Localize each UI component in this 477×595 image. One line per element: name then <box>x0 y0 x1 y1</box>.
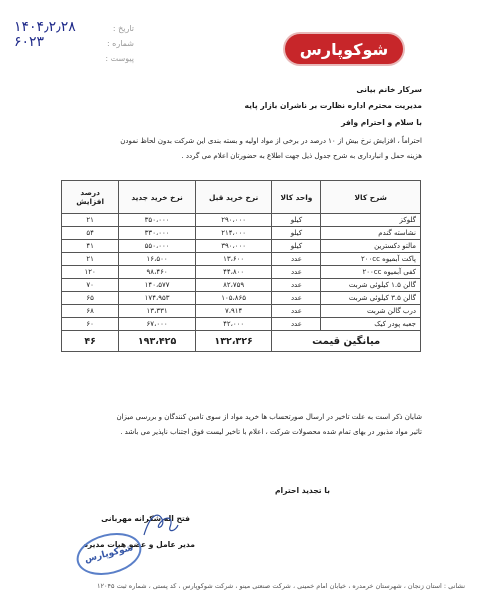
cell-unit: عدد <box>272 292 321 305</box>
cell-increase: ۵۴ <box>62 227 119 240</box>
header-increase: درصد افزایش <box>62 181 119 214</box>
price-table <box>61 180 421 352</box>
attachment-row <box>14 52 134 67</box>
cell-new-price: ۹۸،۴۶۰ <box>119 266 196 279</box>
cell-old-price: ۱۳،۶۰۰ <box>195 253 272 266</box>
note-line-2: تاثیر مواد مذبور در بهای تمام شده محصولات شرکت ، اعلام با تاخیر لیست فوق اجتناب ناپذیر می باشد . <box>120 428 422 436</box>
average-new-price: ۱۹۳،۴۲۵ <box>119 331 196 352</box>
date-value: ۱۴۰۴٫۲٫۲۸ <box>14 19 76 35</box>
cell-item: کفی آبمیوه ۲۰۰cc <box>321 266 421 279</box>
header-unit: واحد کالا <box>272 181 321 214</box>
company-stamp <box>72 527 146 582</box>
average-row <box>62 331 421 352</box>
cell-item: گالن ۱.۵ کیلوئی شربت <box>321 279 421 292</box>
cell-unit: عدد <box>272 318 321 331</box>
attachment-label: پیوست : <box>105 54 134 63</box>
table-row <box>62 279 421 292</box>
footer-address: نشانی : استان زنجان ، شهرستان خرمدره ، خیابان امام خمینی ، شرکت صنعتی مینو ، شرکت شوکوپارس ، کد پستی ، شماره ثبت ۱۲۰۴۵ <box>97 582 465 590</box>
closing-regards: با تجدید احترام <box>274 486 330 495</box>
cell-increase: ۶۰ <box>62 318 119 331</box>
cell-increase: ۴۱ <box>62 240 119 253</box>
cell-item: جعبه پودر کیک <box>321 318 421 331</box>
cell-new-price: ۱۳،۳۳۱ <box>119 305 196 318</box>
table-row <box>62 253 421 266</box>
table-row <box>62 266 421 279</box>
cell-item: درب گالن شربت <box>321 305 421 318</box>
cell-unit: کیلو <box>272 214 321 227</box>
cell-unit: عدد <box>272 253 321 266</box>
cell-item: پاکت آبمیوه ۲۰۰cc <box>321 253 421 266</box>
signer-title: مدیر عامل و عضو هیات مدیره <box>83 540 195 549</box>
cell-increase: ۲۱ <box>62 253 119 266</box>
cell-increase: ۷۰ <box>62 279 119 292</box>
cell-old-price: ۳۹۰،۰۰۰ <box>195 240 272 253</box>
recipient: مدیریت محترم اداره نظارت بر ناشران بازار پایه <box>244 101 422 110</box>
cell-item: گالن ۳.۵ کیلوئی شربت <box>321 292 421 305</box>
cell-unit: کیلو <box>272 240 321 253</box>
cell-new-price: ۳۳۰،۰۰۰ <box>119 227 196 240</box>
signature-mark <box>140 505 180 541</box>
number-label: شماره : <box>106 39 134 48</box>
table-row <box>62 292 421 305</box>
greeting: با سلام و احترام وافر <box>341 118 422 127</box>
letter-meta <box>14 19 134 67</box>
cell-unit: کیلو <box>272 227 321 240</box>
paragraph-line-2: هزینه حمل و انبارداری به شرح جدول ذیل جهت اطلاع به حضورتان اعلام می گردد . <box>181 152 422 160</box>
table-row <box>62 214 421 227</box>
intro-paragraph <box>40 134 422 164</box>
cell-unit: عدد <box>272 305 321 318</box>
cell-new-price: ۱۶،۵۰۰ <box>119 253 196 266</box>
cell-item: مالتو دکسترین <box>321 240 421 253</box>
cell-old-price: ۴۲،۰۰۰ <box>195 318 272 331</box>
number-row <box>14 34 134 52</box>
cell-new-price: ۶۷،۰۰۰ <box>119 318 196 331</box>
cell-new-price: ۱۴۰،۵۷۷ <box>119 279 196 292</box>
cell-new-price: ۵۵۰،۰۰۰ <box>119 240 196 253</box>
header-new-price: نرخ خرید جدید <box>119 181 196 214</box>
cell-item: گلوکز <box>321 214 421 227</box>
average-label: میانگین قیمت <box>272 331 421 352</box>
signer-name: فتح اله شکرانه مهربانی <box>101 514 190 523</box>
logo-text: شوکوپارس <box>299 39 389 59</box>
table-row <box>62 305 421 318</box>
cell-new-price: ۱۷۴،۹۵۳ <box>119 292 196 305</box>
cell-old-price: ۴۴،۸۰۰ <box>195 266 272 279</box>
cell-increase: ۲۱ <box>62 214 119 227</box>
cell-item: نشاسته گندم <box>321 227 421 240</box>
cell-old-price: ۸۲،۷۵۹ <box>195 279 272 292</box>
cell-old-price: ۷،۹۱۴ <box>195 305 272 318</box>
cell-increase: ۶۸ <box>62 305 119 318</box>
header-old-price: نرخ خرید قبل <box>195 181 272 214</box>
note-paragraph <box>40 410 422 440</box>
table-row <box>62 240 421 253</box>
stamp-text: شوکوپارس <box>83 543 135 565</box>
number-value: ۶۰۲۳ <box>14 34 45 50</box>
cell-old-price: ۲۱۴،۰۰۰ <box>195 227 272 240</box>
header-item: شرح کالا <box>321 181 421 214</box>
table-header-row <box>62 181 421 214</box>
cell-increase: ۶۵ <box>62 292 119 305</box>
cell-old-price: ۲۹۰،۰۰۰ <box>195 214 272 227</box>
cell-unit: عدد <box>272 266 321 279</box>
cell-unit: عدد <box>272 279 321 292</box>
cell-increase: ۱۲۰ <box>62 266 119 279</box>
table-row <box>62 227 421 240</box>
cell-new-price: ۳۵۰،۰۰۰ <box>119 214 196 227</box>
table-row <box>62 318 421 331</box>
average-old-price: ۱۳۲،۳۲۶ <box>195 331 272 352</box>
note-line-1: شایان ذکر است به علت تاخیر در ارسال صورتحساب ها خرید مواد از سوی تامین کنندگان و بررسی میزان <box>116 413 422 421</box>
cell-old-price: ۱۰۵،۸۶۵ <box>195 292 272 305</box>
company-logo <box>285 34 403 64</box>
date-label: تاریخ : <box>112 24 134 33</box>
average-increase: ۴۶ <box>62 331 119 352</box>
paragraph-line-1: احتراماً ، افزایش نرخ بیش از ۱۰ درصد در برخی از مواد اولیه و بسته بندی این شرکت بدون لحاظ نمودن <box>120 137 422 145</box>
salutation: سرکار خانم بیانی <box>356 85 422 94</box>
